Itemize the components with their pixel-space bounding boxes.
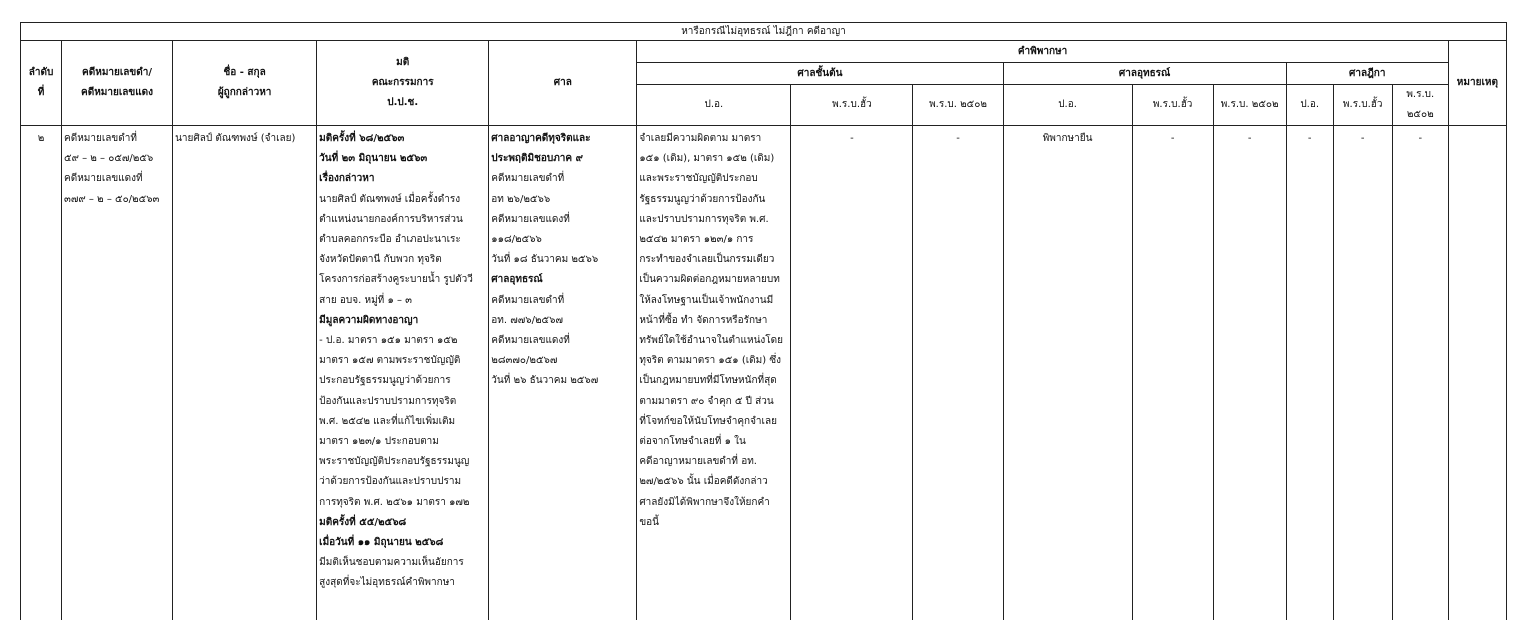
cell-first-court-po: จำเลยมีความผิดตาม มาตรา ๑๕๑ (เดิม), มาตรา ๑๕๒ (เดิม) และพระราชบัญญัติประกอบ รัฐธรรมนูญว่าด้วยการป้องกัน และปราบปรามการทุจริต พ.ศ. ๒๕๔๒ มาตรา ๑๒๓/๑ การ กระทำของจำเลยเป็นกรรมเดียว เป็นความผิดต่อกฎหมายหลายบท ให้ลงโทษฐานเป็นเจ้าพนักงานมี หน้าที่ซื้อ ทำ จัดการหรือรักษา ทรัพย์ใดใช้อำนาจในตำแหน่งโดย ทุจริต ตามมาตรา ๑๕๑ (เดิม) ซึ่ง เป็นกฎหมายบทที่มีโทษหนักที่สุด ตามมาตรา ๙๐ จำคุก ๕ ปี ส่วน ที่โจทก์ขอให้นับโทษจำคุกจำเลย ต่อจากโทษจำเลยที่ ๑ ใน คดีอาญาหมายเลขดำที่ อท. ๒๗/๒๕๖๖ นั้น เมื่อคดีดังกล่าว ศาลยังมิได้พิพากษาจึงให้ยกคำ ขอนี้ xyxy=(637,126,791,620)
header-appeal-2502: พ.ร.บ. ๒๕๐๒ xyxy=(1213,85,1286,126)
header-no: ลำดับ ที่ xyxy=(21,41,62,126)
header-case-no: คดีหมายเลขดำ/ คดีหมายเลขแดง xyxy=(62,41,173,126)
header-remark: หมายเหตุ xyxy=(1448,41,1506,126)
cell-court: ศาลอาญาคดีทุจริตและ ประพฤติมิชอบภาค ๙ คดีหมายเลขดำที่ อท ๒๖/๒๕๖๖ คดีหมายเลขแดงที่ ๑๑๘/๒๕๖๖ วันที่ ๑๘ ธันวาคม ๒๕๖๖ ศาลอุทธรณ์ คดีหมายเลขดำที่ อท. ๗๗๖/๒๕๖๗ คดีหมายเลขแดงที่ ๒๘๓๗๐/๒๕๖๗ วันที่ ๒๖ ธันวาคม ๒๕๖๗ xyxy=(489,126,637,620)
header-court: ศาล xyxy=(489,41,637,126)
header-name: ชื่อ - สกุล ผู้ถูกกล่าวหา xyxy=(173,41,317,126)
case-table xyxy=(20,22,1507,620)
cell-supreme-2502: - xyxy=(1392,126,1448,620)
header-first-court: ศาลชั้นต้น xyxy=(637,63,1003,85)
header-first-2502: พ.ร.บ. ๒๕๐๒ xyxy=(913,85,1003,126)
header-supreme-2502: พ.ร.บ. ๒๕๐๒ xyxy=(1392,85,1448,126)
cell-first-court-2502: - xyxy=(913,126,1003,620)
header-resolution: มติ คณะกรรมการ ป.ป.ช. xyxy=(317,41,489,126)
cell-appeal-2502: - xyxy=(1213,126,1286,620)
table-row xyxy=(21,126,1507,620)
header-appeal-po: ป.อ. xyxy=(1003,85,1132,126)
cell-no: ๒ xyxy=(21,126,62,620)
cell-supreme-po: - xyxy=(1286,126,1333,620)
cell-first-court-bribe: - xyxy=(791,126,913,620)
header-appeal-bribe: พ.ร.บ.ฮั้ว xyxy=(1132,85,1213,126)
cell-supreme-bribe: - xyxy=(1333,126,1392,620)
cell-name: นายศิลป์ ตัณฑพงษ์ (จำเลย) xyxy=(173,126,317,620)
header-supreme-po: ป.อ. xyxy=(1286,85,1333,126)
cell-case-no: คดีหมายเลขดำที่ ๕๙ – ๒ – ๐๕๗/๒๕๖ คดีหมายเลขแดงที่ ๓๗๙ – ๒ – ๕๐/๒๕๖๓ xyxy=(62,126,173,620)
cell-resolution: มติครั้งที่ ๖๘/๒๕๖๓ วันที่ ๒๓ มิถุนายน ๒๕๖๓ เรื่องกล่าวหา นายศิลป์ ตัณฑพงษ์ เมื่อครั้งดำรง ตำแหน่งนายกองค์การบริหารส่วน ตำบลคอกกระบือ อำเภอปะนาเระ จังหวัดปัตตานี กับพวก ทุจริต โครงการก่อสร้างคูระบายน้ำ รูปตัววี สาย อบจ. หมู่ที่ ๑ – ๓ มีมูลความผิดทางอาญา - ป.อ. มาตรา ๑๕๑ มาตรา ๑๕๒ มาตรา ๑๕๗ ตามพระราชบัญญัติ ประกอบรัฐธรรมนูญว่าด้วยการ ป้องกันและปราบปรามการทุจริต พ.ศ. ๒๕๔๒ และที่แก้ไขเพิ่มเติม มาตรา ๑๒๓/๑ ประกอบตาม พระราชบัญญัติประกอบรัฐธรรมนูญ ว่าด้วยการป้องกันและปราบปราม การทุจริต พ.ศ. ๒๕๖๑ มาตรา ๑๗๒ มติครั้งที่ ๕๕/๒๕๖๘ เมื่อวันที่ ๑๑ มิถุนายน ๒๕๖๘ มีมติเห็นชอบตามความเห็นอัยการ สูงสุดที่จะไม่อุทธรณ์คำพิพากษา xyxy=(317,126,489,620)
header-appeal-court: ศาลอุทธรณ์ xyxy=(1003,63,1286,85)
cell-appeal-po: พิพากษายืน xyxy=(1003,126,1132,620)
cell-appeal-bribe: - xyxy=(1132,126,1213,620)
header-first-po: ป.อ. xyxy=(637,85,791,126)
header-first-bribe: พ.ร.บ.ฮั้ว xyxy=(791,85,913,126)
header-supreme-bribe: พ.ร.บ.ฮั้ว xyxy=(1333,85,1392,126)
table-caption: หารือกรณีไม่อุทธรณ์ ไม่ฎีกา คดีอาญา xyxy=(21,23,1507,41)
header-supreme-court: ศาลฎีกา xyxy=(1286,63,1448,85)
header-judgment: คำพิพากษา xyxy=(637,41,1448,63)
cell-remark xyxy=(1448,126,1506,620)
